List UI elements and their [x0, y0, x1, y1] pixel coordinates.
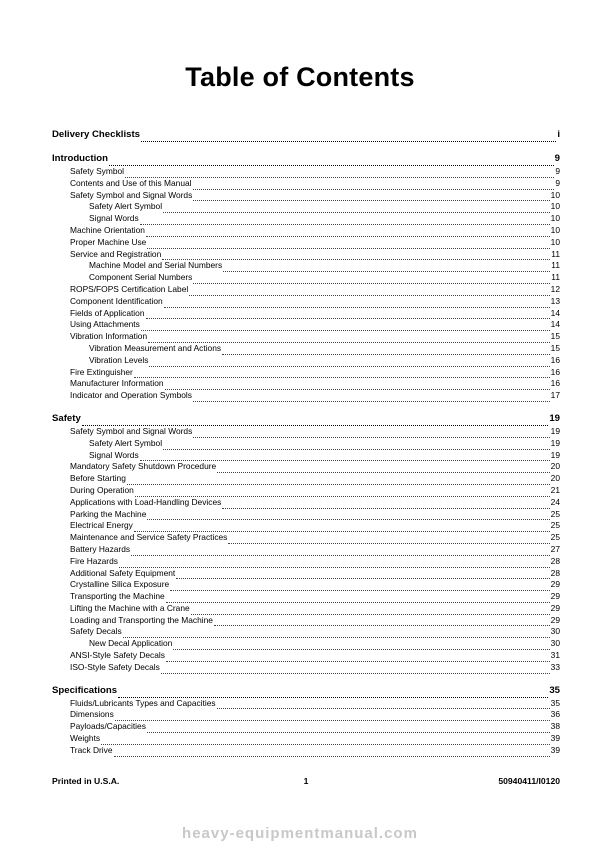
toc-entry-page: 38 — [550, 721, 560, 732]
toc-entry-page: 16 — [550, 378, 560, 389]
footer-page-number: 1 — [303, 776, 309, 786]
toc-entry-label: Safety Alert Symbol — [89, 201, 163, 212]
toc-entry-label: During Operation — [70, 484, 134, 495]
toc-entry-label: Proper Machine Use — [70, 236, 147, 247]
toc-entry-page: 19 — [550, 449, 560, 460]
toc-entry-label: Transporting the Machine — [70, 591, 165, 602]
dot-leader — [118, 687, 548, 698]
toc-entry[interactable] — [52, 497, 560, 509]
toc-entry-label: Specifications — [52, 684, 118, 696]
toc-entry-page: 15 — [550, 331, 560, 342]
toc-entry[interactable] — [52, 166, 560, 178]
toc-entry[interactable] — [52, 378, 560, 390]
toc-entry-label: Introduction — [52, 153, 108, 164]
toc-entry-label: Before Starting — [70, 473, 126, 484]
dot-leader — [166, 652, 550, 662]
toc-entry[interactable] — [52, 662, 560, 674]
toc-section-heading[interactable] — [52, 128, 560, 142]
toc-entry-page: 19 — [550, 437, 560, 448]
toc-entry-label: Dimensions — [70, 709, 114, 720]
toc-section — [52, 412, 560, 674]
toc-entry-page: 10 — [550, 236, 560, 247]
dot-leader — [135, 487, 550, 497]
dot-leader — [149, 357, 549, 367]
toc-entry-page: 36 — [550, 709, 560, 720]
toc-entry-label: Battery Hazards — [70, 543, 131, 554]
section-spacer — [52, 402, 560, 412]
toc-entry-page: 21 — [550, 484, 560, 495]
toc-entry-label: Service and Registration — [70, 248, 162, 259]
toc-entry[interactable] — [52, 308, 560, 320]
toc-entry[interactable] — [52, 638, 560, 650]
toc-entry[interactable] — [52, 331, 560, 343]
toc-entry-label: Signal Words — [89, 213, 139, 224]
toc-entry-label: Parking the Machine — [70, 508, 147, 519]
toc-entry-label: Maintenance and Service Safety Practices — [70, 532, 228, 543]
toc-entry-page: 9 — [555, 177, 560, 188]
toc-entry-label: Safety Symbol and Signal Words — [70, 425, 193, 436]
toc-entry-label: ROPS/FOPS Certification Label — [70, 283, 189, 294]
toc-entry-page: 10 — [550, 189, 560, 200]
toc-entry-label: Vibration Information — [70, 331, 148, 342]
toc-entry-page: 30 — [550, 638, 560, 649]
toc-entry-page: 14 — [550, 307, 560, 318]
toc-entry[interactable] — [52, 284, 560, 296]
toc-entry-page: 33 — [550, 661, 560, 672]
dot-leader — [164, 298, 550, 308]
toc-entry-page: 10 — [550, 224, 560, 235]
toc-entry[interactable] — [52, 473, 560, 485]
toc-entry-page: 19 — [550, 425, 560, 436]
toc-entry-page: 12 — [550, 283, 560, 294]
dot-leader — [114, 747, 550, 757]
dot-leader — [109, 155, 554, 166]
toc-entry-page: 27 — [550, 543, 560, 554]
dot-leader — [147, 723, 550, 733]
toc-entry-label: Safety — [52, 412, 81, 424]
dot-leader — [191, 605, 550, 615]
toc-entry-label: ANSI-Style Safety Decals — [70, 650, 165, 661]
dot-leader — [119, 558, 550, 568]
toc-entry-label: Fire Extinguisher — [70, 366, 133, 377]
toc-entry[interactable] — [52, 367, 560, 379]
toc-entry-label: Fire Hazards — [70, 555, 118, 566]
dot-leader — [134, 369, 550, 379]
toc-entry-label: Using Attachments — [70, 319, 140, 330]
toc-entry-page: 11 — [551, 248, 560, 259]
dot-leader — [140, 215, 550, 225]
toc-entry-page: 25 — [550, 532, 560, 543]
section-spacer — [52, 142, 560, 152]
toc-entry[interactable] — [52, 426, 560, 438]
toc-entry-label: Component Serial Numbers — [89, 272, 193, 283]
dot-leader — [163, 440, 550, 450]
toc-entry[interactable] — [52, 237, 560, 249]
toc-section-heading[interactable] — [52, 152, 560, 166]
dot-leader — [140, 452, 550, 462]
toc-entry-page: 9 — [554, 153, 560, 164]
toc-entry[interactable] — [52, 556, 560, 568]
dot-leader — [115, 712, 550, 722]
toc-entry[interactable] — [52, 485, 560, 497]
toc-entry[interactable] — [52, 343, 560, 355]
toc-entry-page: 17 — [550, 390, 560, 401]
dot-leader — [223, 263, 550, 273]
dot-leader — [141, 131, 556, 142]
page-title: Table of Contents — [185, 62, 415, 92]
toc-entry-label: Manufacturer Information — [70, 378, 164, 389]
toc-entry[interactable] — [52, 721, 560, 733]
toc-entry-page: 20 — [550, 461, 560, 472]
toc-section — [52, 152, 560, 402]
dot-leader — [101, 735, 550, 745]
dot-leader — [222, 345, 550, 355]
toc-entry-page: 25 — [550, 520, 560, 531]
dot-leader — [176, 570, 549, 580]
toc-entry[interactable] — [52, 650, 560, 662]
toc-entry-label: Additional Safety Equipment — [70, 567, 176, 578]
dot-leader — [162, 251, 550, 261]
footer-document-number: 50940411/I0120 — [498, 776, 560, 786]
toc-entry-page: 35 — [550, 697, 560, 708]
toc-section-heading[interactable] — [52, 684, 560, 698]
toc-entry-page: 19 — [549, 412, 560, 424]
dot-leader — [166, 593, 550, 603]
toc-entry-label: Safety Decals — [70, 626, 122, 637]
dot-leader — [131, 546, 550, 556]
toc-entry-label: Safety Symbol and Signal Words — [70, 189, 193, 200]
toc-entry-label: Signal Words — [89, 449, 139, 460]
toc-entry-page: 25 — [550, 508, 560, 519]
dot-leader — [214, 617, 550, 627]
toc-entry-label: New Decal Application — [89, 638, 173, 649]
dot-leader — [170, 582, 550, 592]
toc-entry-label: Applications with Load-Handling Devices — [70, 496, 222, 507]
dot-leader — [147, 239, 549, 249]
toc-entry-label: Weights — [70, 733, 101, 744]
dot-leader — [217, 464, 549, 474]
dot-leader — [148, 333, 550, 343]
toc-entry-label: Lifting the Machine with a Crane — [70, 602, 190, 613]
toc-entry[interactable] — [52, 272, 560, 284]
toc-entry[interactable] — [52, 745, 560, 757]
toc-entry[interactable] — [52, 733, 560, 745]
toc-entry[interactable] — [52, 260, 560, 272]
toc-entry-page: 9 — [555, 166, 560, 176]
toc-entry[interactable] — [52, 438, 560, 450]
toc-entry-page: 10 — [550, 213, 560, 224]
page-footer — [52, 776, 560, 786]
dot-leader — [163, 204, 550, 214]
toc-entry[interactable] — [52, 698, 560, 710]
table-of-contents — [52, 128, 560, 757]
toc-entry-label: Delivery Checklists — [52, 129, 140, 140]
toc-entry-page: i — [557, 129, 560, 140]
toc-entry[interactable] — [52, 296, 560, 308]
toc-entry[interactable] — [52, 579, 560, 591]
toc-entry-label: ISO-Style Safety Decals — [70, 661, 160, 672]
toc-entry-page: 29 — [550, 579, 560, 590]
toc-entry[interactable] — [52, 532, 560, 544]
dot-leader — [189, 286, 549, 296]
watermark: heavy-equipmentmanual.com — [182, 825, 418, 842]
dot-leader — [193, 180, 555, 190]
toc-entry[interactable] — [52, 520, 560, 532]
toc-entry[interactable] — [52, 355, 560, 367]
toc-entry[interactable] — [52, 201, 560, 213]
toc-entry[interactable] — [52, 450, 560, 462]
dot-leader — [82, 415, 549, 426]
toc-entry-page: 39 — [550, 744, 560, 755]
toc-entry-page: 28 — [550, 567, 560, 578]
toc-entry-page: 15 — [550, 342, 560, 353]
dot-leader — [222, 499, 549, 509]
toc-entry-label: Vibration Measurement and Actions — [89, 342, 222, 353]
toc-section-heading[interactable] — [52, 412, 560, 426]
dot-leader — [193, 192, 549, 202]
dot-leader — [165, 381, 550, 391]
toc-entry-label: Fields of Application — [70, 307, 145, 318]
toc-entry-label: Machine Orientation — [70, 224, 145, 235]
toc-entry[interactable] — [52, 509, 560, 521]
toc-entry[interactable] — [52, 626, 560, 638]
toc-entry-label: Vibration Levels — [89, 354, 149, 365]
toc-entry[interactable] — [52, 615, 560, 627]
dot-leader — [173, 640, 549, 650]
toc-section — [52, 684, 560, 757]
toc-entry[interactable] — [52, 225, 560, 237]
dot-leader — [193, 392, 550, 402]
dot-leader — [146, 310, 550, 320]
dot-leader — [228, 534, 549, 544]
toc-entry-label: Loading and Transporting the Machine — [70, 614, 213, 625]
dot-leader — [147, 511, 549, 521]
toc-entry[interactable] — [52, 591, 560, 603]
dot-leader — [141, 322, 550, 332]
toc-entry-label: Contents and Use of this Manual — [70, 177, 192, 188]
toc-entry-page: 29 — [550, 602, 560, 613]
toc-entry-page: 20 — [550, 473, 560, 484]
dot-leader — [217, 700, 550, 710]
toc-entry[interactable] — [52, 319, 560, 331]
toc-entry-label: Fluids/Lubricants Types and Capacities — [70, 697, 216, 708]
toc-entry-page: 29 — [550, 591, 560, 602]
toc-entry-page: 31 — [550, 650, 560, 661]
dot-leader — [123, 629, 550, 639]
footer-print-location: Printed in U.S.A. — [52, 776, 120, 786]
toc-entry-label: Machine Model and Serial Numbers — [89, 260, 223, 271]
toc-entry-label: Track Drive — [70, 744, 113, 755]
section-spacer — [52, 674, 560, 684]
toc-entry[interactable] — [52, 603, 560, 615]
dot-leader — [193, 428, 549, 438]
toc-entry-label: Mandatory Safety Shutdown Procedure — [70, 461, 217, 472]
toc-entry[interactable] — [52, 249, 560, 261]
toc-entry[interactable] — [52, 190, 560, 202]
toc-entry-label: Component Identification — [70, 295, 163, 306]
toc-entry-page: 14 — [550, 319, 560, 330]
toc-entry[interactable] — [52, 568, 560, 580]
toc-entry-label: Safety Alert Symbol — [89, 437, 163, 448]
toc-entry-label: Electrical Energy — [70, 520, 133, 531]
toc-entry[interactable] — [52, 390, 560, 402]
toc-entry-page: 29 — [550, 614, 560, 625]
dot-leader — [193, 274, 550, 284]
toc-entry-label: Payloads/Capacities — [70, 721, 146, 732]
toc-entry-label: Safety Symbol — [70, 166, 124, 176]
toc-entry-page: 13 — [550, 295, 560, 306]
toc-entry-page: 11 — [551, 272, 560, 283]
toc-entry-page: 16 — [550, 354, 560, 365]
toc-entry-page: 35 — [549, 684, 560, 696]
toc-entry-page: 28 — [550, 555, 560, 566]
dot-leader — [146, 227, 550, 237]
toc-entry[interactable] — [52, 213, 560, 225]
toc-entry-label: Crystalline Silica Exposure — [70, 579, 170, 590]
toc-entry-page: 24 — [550, 496, 560, 507]
dot-leader — [161, 664, 550, 674]
toc-entry-page: 10 — [550, 201, 560, 212]
toc-entry[interactable] — [52, 178, 560, 190]
toc-entry-page: 16 — [550, 366, 560, 377]
toc-entry[interactable] — [52, 461, 560, 473]
toc-section — [52, 128, 560, 142]
dot-leader — [125, 168, 554, 178]
toc-entry-page: 39 — [550, 733, 560, 744]
dot-leader — [127, 475, 550, 485]
dot-leader — [134, 523, 550, 533]
toc-entry-label: Indicator and Operation Symbols — [70, 390, 192, 401]
toc-entry-page: 30 — [550, 626, 560, 637]
toc-entry-page: 11 — [551, 260, 560, 271]
toc-entry[interactable] — [52, 544, 560, 556]
toc-entry[interactable] — [52, 709, 560, 721]
